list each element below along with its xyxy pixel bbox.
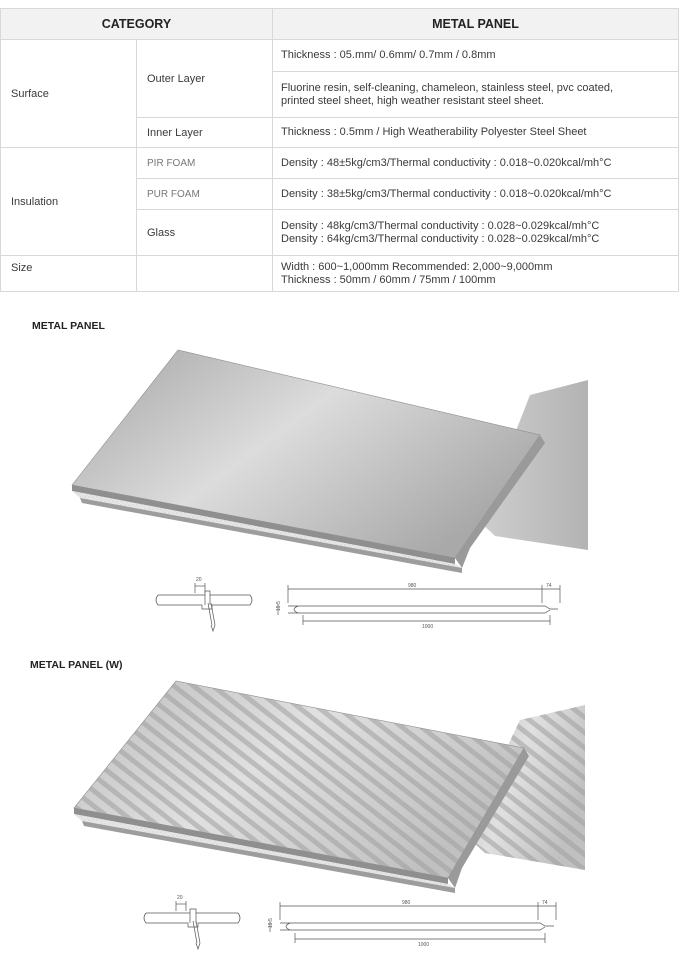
outer-finish-line1: Fluorine resin, self-cleaning, chameleon, stainless steel, pvc coated, xyxy=(281,81,614,94)
joint-detail xyxy=(156,583,252,631)
header-category: CATEGORY xyxy=(1,9,273,40)
row-label-inner-layer: Inner Layer xyxy=(137,118,273,148)
outer-finish-line2: printed steel sheet, high weather resistant steel sheet. xyxy=(281,94,544,107)
row-label-outer-layer: Outer Layer xyxy=(137,40,273,118)
dim-lip-label-w: 74 xyxy=(542,900,548,906)
empty-cell xyxy=(137,256,273,292)
table-row xyxy=(1,148,679,179)
table-row xyxy=(1,256,679,292)
section-title-metal-panel-w: METAL PANEL (W) xyxy=(30,659,123,671)
row-label-glass: Glass xyxy=(137,210,273,256)
dim-width-inner-label: 980 xyxy=(408,583,417,589)
outer-thickness-cell: Thickness : 05.mm/ 0.6mm/ 0.7mm / 0.8mm xyxy=(273,40,679,72)
section-title-metal-panel: METAL PANEL xyxy=(32,320,105,332)
dim-lip-label: 74 xyxy=(546,583,552,589)
header-metal-panel: METAL PANEL xyxy=(273,9,679,40)
inner-thickness-cell: Thickness : 0.5mm / High Weatherability Polyester Steel Sheet xyxy=(273,118,679,148)
dim-total-label-w: 1000 xyxy=(418,942,430,948)
panel-w-grooves xyxy=(74,681,524,878)
row-label-size: Size xyxy=(1,256,137,292)
dim-width-inner-label-w: 980 xyxy=(402,900,411,906)
dim-height-label: 19.5 xyxy=(276,601,282,611)
dim-joint-label-w: 20 xyxy=(177,895,183,901)
outer-finish-cell xyxy=(273,72,679,118)
metal-panel-render xyxy=(0,340,679,570)
joint-detail-w xyxy=(144,901,240,949)
spec-table xyxy=(0,8,679,292)
metal-panel-w-drawing xyxy=(140,893,570,958)
pur-density-cell: Density : 38±5kg/cm3/Thermal conductivity : 0.018~0.020kcal/mh°C xyxy=(273,179,679,210)
dim-total-label: 1000 xyxy=(422,624,434,630)
panel-top-surface xyxy=(72,350,540,558)
metal-panel-drawing xyxy=(150,573,570,643)
glass-density-line1: Density : 48kg/cm3/Thermal conductivity : 0.028~0.029kcal/mh°C xyxy=(281,219,600,232)
panel-section xyxy=(278,585,560,625)
size-thickness-line: Thickness : 50mm / 60mm / 75mm / 100mm xyxy=(281,273,496,286)
glass-density-cell xyxy=(273,210,679,256)
panel-section-w xyxy=(270,902,556,943)
table-row xyxy=(1,40,679,72)
row-label-pur-foam: PUR FOAM xyxy=(137,179,273,210)
dim-height-label-w: 19.5 xyxy=(268,918,274,928)
row-label-insulation: Insulation xyxy=(1,148,137,256)
size-width-line: Width : 600~1,000mm Recommended: 2,000~9,000mm xyxy=(281,260,553,273)
row-label-pir-foam: PIR FOAM xyxy=(137,148,273,179)
dim-joint-label: 20 xyxy=(196,577,202,583)
metal-panel-w-render xyxy=(0,675,679,900)
row-label-surface: Surface xyxy=(1,40,137,148)
pir-density-cell: Density : 48±5kg/cm3/Thermal conductivity : 0.018~0.020kcal/mh°C xyxy=(273,148,679,179)
glass-density-line2: Density : 64kg/cm3/Thermal conductivity : 0.028~0.029kcal/mh°C xyxy=(281,232,600,245)
size-cell xyxy=(273,256,679,292)
table-header-row xyxy=(1,9,679,40)
